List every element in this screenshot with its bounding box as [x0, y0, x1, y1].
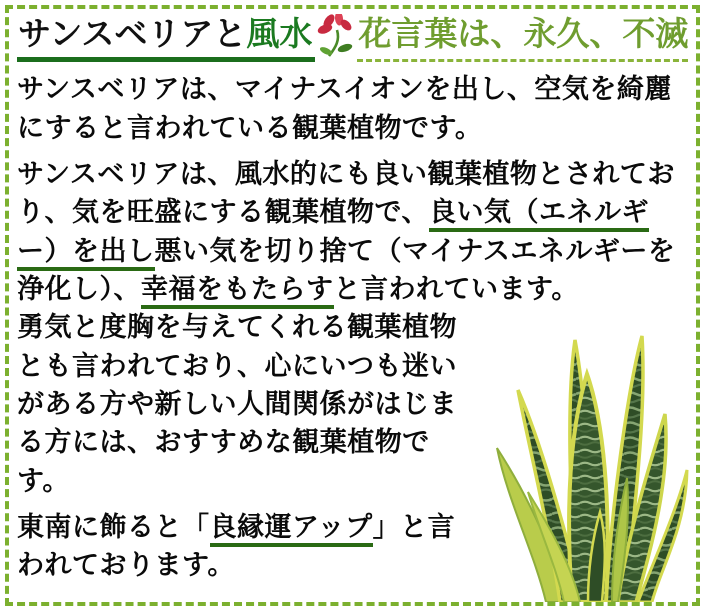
flower-icon: [317, 14, 357, 60]
title-text-fengshui: 風水: [246, 15, 313, 52]
p1-text: サンスベリアは、マイナスイオンを出し、空気を綺麗にすると言われている観葉植物です。: [17, 74, 672, 143]
paragraph-intro: [17, 70, 688, 147]
p2-seg2: 悪い気を切り捨て（マイナスエネルギーを浄化し）、: [17, 235, 676, 304]
p3-text: 勇気と度胸を与えてくれる観葉植物とも言われており、心にいつも迷いがある方や新しい人間関係がはじまる方には、おすすめな観葉植物です。: [17, 312, 457, 496]
p2-underline-happiness: 幸福をもたらす: [141, 274, 334, 309]
page-title: [17, 13, 315, 62]
p4-underline-luck: 良縁運アップ: [210, 512, 373, 547]
title-row: [17, 13, 688, 62]
p2-seg1: サンスベリアは、風水的にも良い観葉植物とされており、気を旺盛にする観葉植物で、: [17, 158, 675, 228]
title-text-sansevieria: サンスベリアと: [18, 15, 247, 52]
p4-seg2: 」と言われております。: [17, 511, 456, 581]
subtitle-hanakotoba: 花言葉は、永久、不滅: [357, 13, 688, 62]
sansevieria-plant-image: [480, 330, 694, 602]
paragraph-fengshui: [17, 155, 688, 308]
p2-seg3: と言われています。: [333, 273, 579, 304]
p4-seg1: 東南に飾ると「: [17, 511, 210, 542]
article-frame: [5, 5, 700, 606]
p2-underline-good-energy: 良い気（エネルギー）を出し: [17, 197, 649, 270]
